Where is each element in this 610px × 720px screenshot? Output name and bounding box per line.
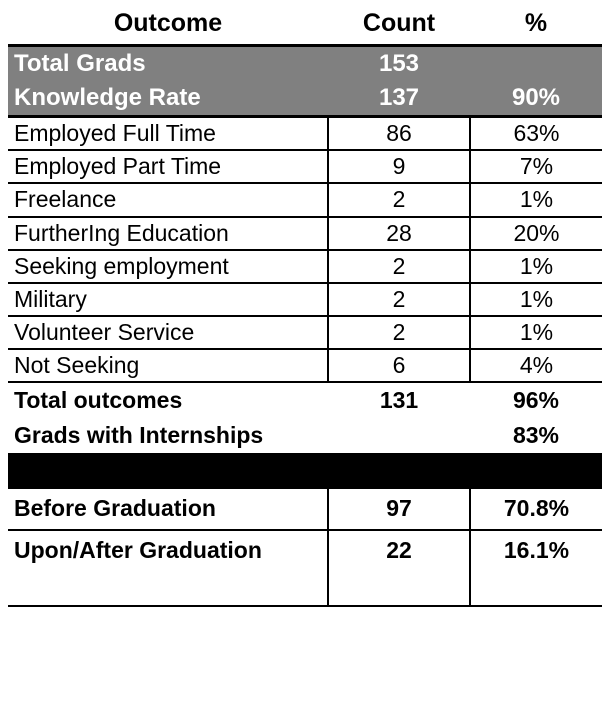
table-row — [8, 349, 602, 382]
row-label: Not Seeking — [8, 349, 328, 382]
row-percent: 63% — [470, 117, 602, 151]
summary-percent: 90% — [470, 81, 602, 117]
row-label: Volunteer Service — [8, 316, 328, 349]
total-label: Total outcomes — [8, 382, 328, 418]
table-row — [8, 183, 602, 216]
row-label: FurtherIng Education — [8, 217, 328, 250]
row-percent: 1% — [470, 250, 602, 283]
bottom-label: Upon/After Graduation — [8, 530, 328, 606]
row-percent: 1% — [470, 183, 602, 216]
table-row — [8, 316, 602, 349]
row-label: Freelance — [8, 183, 328, 216]
row-count: 86 — [328, 117, 470, 151]
column-header-count: Count — [328, 6, 470, 45]
bottom-row-before-graduation — [8, 488, 602, 529]
row-percent: 7% — [470, 150, 602, 183]
table-row — [8, 217, 602, 250]
row-count: 9 — [328, 150, 470, 183]
total-row-outcomes — [8, 382, 602, 418]
total-percent: 96% — [470, 382, 602, 418]
table-row — [8, 250, 602, 283]
row-label: Employed Full Time — [8, 117, 328, 151]
table-row — [8, 117, 602, 151]
row-percent: 1% — [470, 316, 602, 349]
summary-count: 153 — [328, 45, 470, 81]
bottom-count: 97 — [328, 488, 470, 529]
summary-row-total-grads — [8, 45, 602, 81]
row-percent: 1% — [470, 283, 602, 316]
outcomes-table — [8, 6, 602, 607]
bottom-percent: 70.8% — [470, 488, 602, 529]
bottom-count: 22 — [328, 530, 470, 606]
row-count: 2 — [328, 183, 470, 216]
divider-cell — [8, 453, 602, 488]
table-header-row — [8, 6, 602, 45]
total-percent: 83% — [470, 418, 602, 453]
total-row-internships — [8, 418, 602, 453]
row-count: 2 — [328, 316, 470, 349]
row-count: 2 — [328, 283, 470, 316]
row-label: Military — [8, 283, 328, 316]
row-percent: 4% — [470, 349, 602, 382]
total-count — [328, 418, 470, 453]
row-count: 2 — [328, 250, 470, 283]
summary-label: Knowledge Rate — [8, 81, 328, 117]
row-count: 6 — [328, 349, 470, 382]
total-label: Grads with Internships — [8, 418, 328, 453]
column-header-percent: % — [470, 6, 602, 45]
total-count: 131 — [328, 382, 470, 418]
row-count: 28 — [328, 217, 470, 250]
bottom-row-upon-after-graduation — [8, 530, 602, 606]
row-percent: 20% — [470, 217, 602, 250]
summary-percent — [470, 45, 602, 81]
row-label: Employed Part Time — [8, 150, 328, 183]
table-row — [8, 150, 602, 183]
bottom-percent: 16.1% — [470, 530, 602, 606]
summary-label: Total Grads — [8, 45, 328, 81]
summary-row-knowledge-rate — [8, 81, 602, 117]
row-label: Seeking employment — [8, 250, 328, 283]
column-header-outcome: Outcome — [8, 6, 328, 45]
summary-count: 137 — [328, 81, 470, 117]
bottom-label: Before Graduation — [8, 488, 328, 529]
section-divider-band — [8, 453, 602, 488]
table-row — [8, 283, 602, 316]
